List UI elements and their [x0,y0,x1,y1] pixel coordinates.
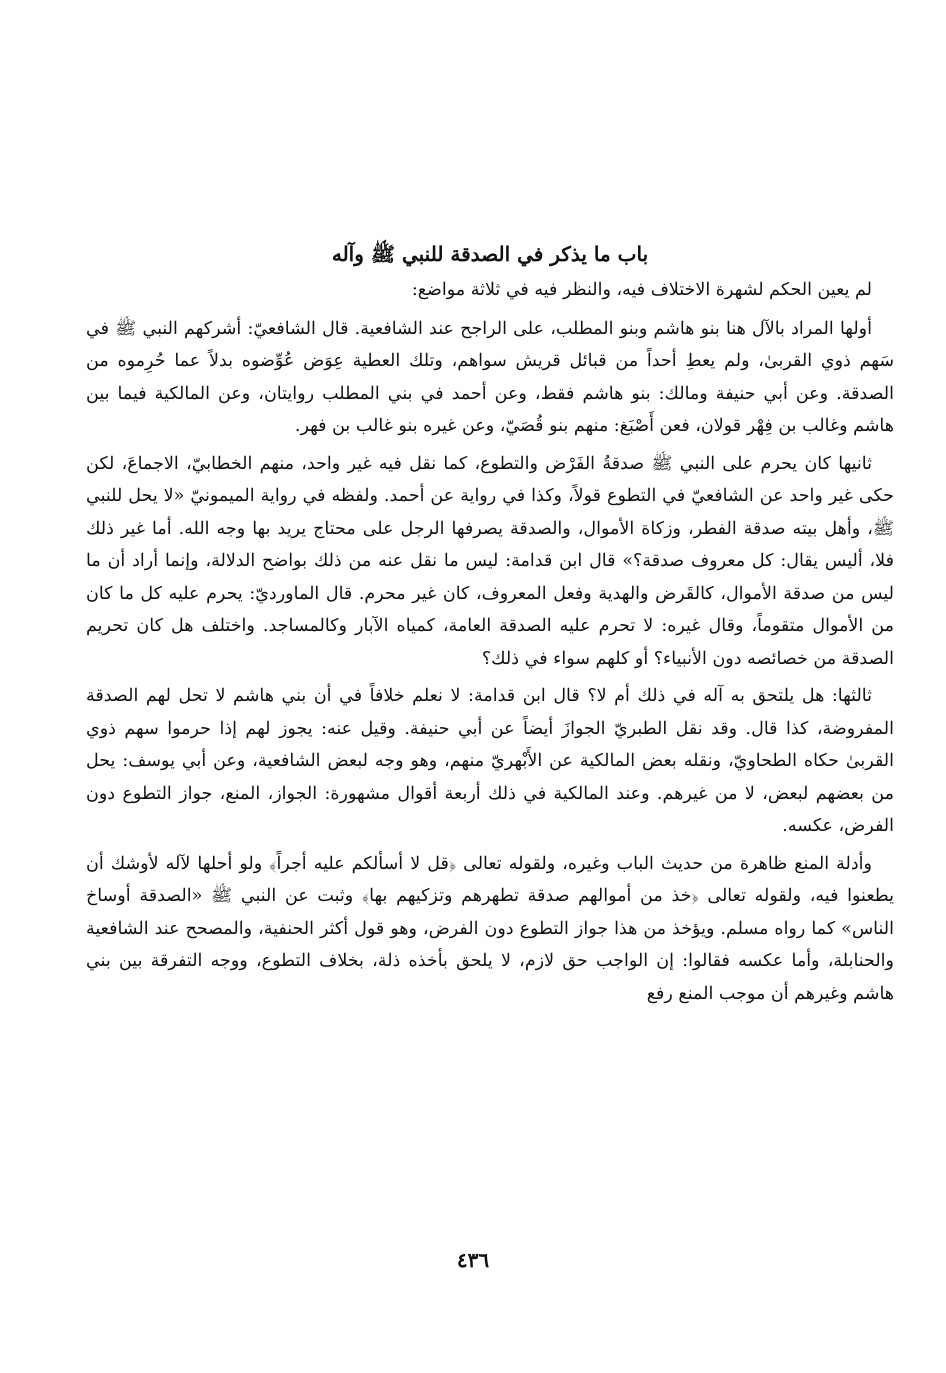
paragraph-third-point: ثالثها: هل يلتحق به آله في ذلك أم لا؟ قال ابن قدامة: لا نعلم خلافاً في أن بني هاشم لا تحل لهم الصدقة المفروضة، كذا قال. وقد نقل الطبريّ الجوازَ أيضاً عن أبي حنيفة. وقيل عنه: يجوز لهم إذا حرموا سهم ذوي القربىٰ حكاه الطحاويّ، ونقله بعض المالكية عن الأَبْهريّ منهم، وهو وجه لبعض الشافعية، وعن أبي يوسف: يحل من بعضهم لبعض، لا من غيرهم. وعند المالكية في ذلك أربعة أقوال مشهورة: الجواز، المنع، جواز التطوع دون الفرض، عكسه. [86,686,894,836]
paragraph-second-point: ثانيها كان يحرم على النبي ﷺ صدقةُ الفَرْض والتطوع، كما نقل فيه غير واحد، منهم الخطابيّ، الاجماعَ، لكن حكى غير واحد عن الشافعيّ في التطوع قولاً، وكذا في رواية عن أحمد. ولفظه في رواية الميمونيّ «لا يحل للنبي ﷺ، وأهل بيته صدقة الفطر، وزكاة الأموال، والصدقة يصرفها الرجل على محتاج يريد بها وجه الله. أما غير ذلك فلا، أليس يقال: كل معروف صدقة؟» قال ابن قدامة: ليس ما نقل عنه من ذلك بواضح الدلالة، وإنما أراد أن ما ليس من صدقة الأموال، كالقَرض والهدية وفعل المعروف، كان غير محرم. قال الماورديّ: يحرم عليه كل ما كان من الأموال متقوماً، وقال غيره: لا تحرم عليه الصدقة العامة، كمياه الآبار وكالمساجد. واختلف هل كان تحريم الصدقة من خصائصه دون الأنبياء؟ أو كلهم سواء في ذلك؟ [86,453,894,669]
intro-paragraph: لم يعين الحكم لشهرة الاختلاف فيه، والنظر فيه في ثلاثة مواضع: [411,280,872,300]
paragraph-first-point: أولها المراد بالآل هنا بنو هاشم وبنو المطلب، على الراجح عند الشافعية. قال الشافعيّ: أشركهم النبي ﷺ في سَهم ذوي القربىٰ، ولم يعطِ أحداً من قبائل قريش سواهم، وتلك العطية عِوَض عُوِّضوه بدلاً عما حُرِموه من الصدقة. وعن أبي حنيفة ومالك: بنو هاشم فقط، وعن أحمد في بني المطلب روايتان، وعن المالكية فيما بين هاشم وغالب بن فِهْر قولان، فعن أَصْبَغ: منهم بنو قُصَيّ، وعن غيره بنو غالب بن فهر. [86,318,894,436]
paragraph-evidence: وأدلة المنع ظاهرة من حديث الباب وغيره، ولقوله تعالى ﴿قل لا أسألكم عليه أجراً﴾ ولو أحلها لآله لأوشك أن يطعنوا فيه، ولقوله تعالى ﴿خذ من أموالهم صدقة تطهرهم وتزكيهم بها﴾ وثبت عن النبي ﷺ «الصدقة أوساخ الناس» كما رواه مسلم. ويؤخذ من هذا جواز التطوع دون الفرض، وهو قول أكثر الحنفية، والمصحح عند الشافعية والحنابلة، وأما عكسه فقالوا: إن الواجب حق لازم، لا يلحق بأخذه ذلة، بخلاف التطوع، ووجه التفرقة بين بني هاشم وغيرهم أن موجب المنع رفع [86,853,894,1004]
chapter-heading: باب ما يذكر في الصدقة للنبي ﷺ وآله [331,242,649,266]
page-content [86,238,894,1015]
page-number: ٤٣٦ [456,1248,490,1272]
